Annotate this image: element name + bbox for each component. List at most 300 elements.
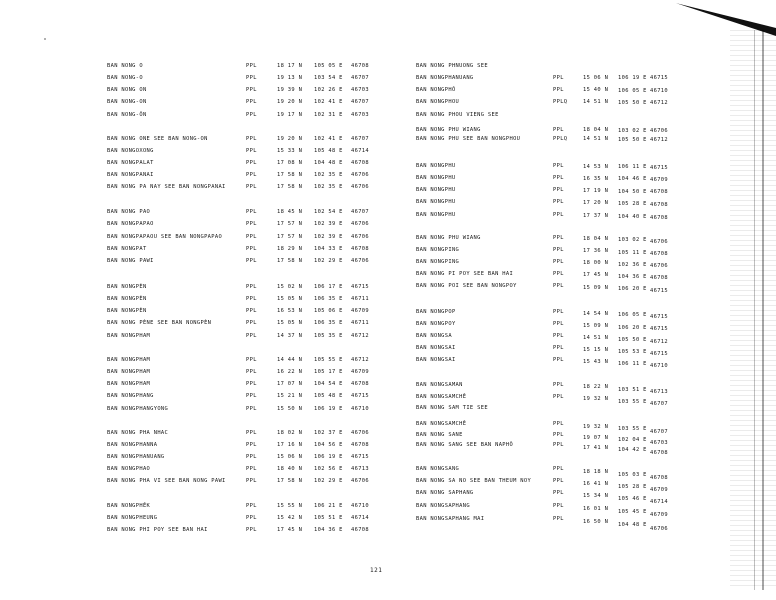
map-sheet-number: 46715 bbox=[650, 287, 668, 294]
latitude: 15 06 N bbox=[277, 454, 303, 460]
place-name: BAN NONGPHU bbox=[416, 212, 456, 218]
feature-code: PPL bbox=[553, 309, 564, 315]
latitude: 18 02 N bbox=[277, 430, 303, 436]
latitude: 17 45 N bbox=[583, 272, 609, 279]
map-sheet-number: 46706 bbox=[650, 128, 668, 135]
feature-code: PPL bbox=[246, 454, 257, 460]
map-sheet-number: 46706 bbox=[650, 525, 668, 532]
feature-code: PPLQ bbox=[553, 136, 568, 142]
place-name: BAN NONG PHA NHAC bbox=[107, 430, 169, 436]
place-name: BAN NONGPHAM bbox=[107, 369, 151, 375]
longitude: 103 55 E bbox=[618, 398, 647, 405]
latitude: 15 43 N bbox=[583, 359, 609, 366]
longitude: 104 48 E bbox=[314, 160, 343, 166]
feature-code: PPL bbox=[246, 503, 257, 509]
latitude: 18 00 N bbox=[583, 260, 609, 267]
longitude: 106 19 E bbox=[314, 406, 343, 412]
feature-code: PPL bbox=[553, 175, 564, 181]
place-name: BAN NONGPHÊK bbox=[107, 503, 151, 509]
feature-code: PPL bbox=[246, 333, 257, 339]
longitude: 106 19 E bbox=[314, 454, 343, 460]
latitude: 16 53 N bbox=[277, 308, 303, 314]
latitude: 15 15 N bbox=[583, 346, 609, 353]
scan-speck bbox=[44, 38, 46, 40]
latitude: 17 58 N bbox=[277, 258, 303, 264]
map-sheet-number: 46708 bbox=[351, 246, 369, 252]
longitude: 106 20 E bbox=[618, 286, 647, 293]
place-name: BAN NONG ON bbox=[107, 87, 147, 93]
place-name: BAN NONG PHU WIANG bbox=[416, 235, 481, 241]
map-sheet-number: 46706 bbox=[351, 478, 369, 484]
latitude: 17 41 N bbox=[583, 444, 609, 451]
map-sheet-number: 46715 bbox=[650, 164, 668, 171]
place-name: BAN NONG POI SEE BAN NONGPOY bbox=[416, 283, 517, 289]
map-sheet-number: 46715 bbox=[351, 393, 369, 399]
latitude: 18 45 N bbox=[277, 209, 303, 215]
map-sheet-number: 46711 bbox=[351, 320, 369, 326]
scan-edge-noise bbox=[730, 30, 776, 590]
place-name: BAN NONGPHANNA bbox=[107, 442, 158, 448]
map-sheet-number: 46709 bbox=[650, 177, 668, 184]
latitude: 15 50 N bbox=[277, 406, 303, 412]
feature-code: PPL bbox=[553, 283, 564, 289]
longitude: 105 11 E bbox=[618, 249, 647, 256]
page-number: 121 bbox=[370, 567, 383, 574]
map-sheet-number: 46713 bbox=[650, 388, 668, 395]
map-sheet-number: 46710 bbox=[650, 363, 668, 370]
latitude: 17 20 N bbox=[583, 199, 609, 206]
map-sheet-number: 46707 bbox=[650, 401, 668, 408]
latitude: 15 05 N bbox=[277, 296, 303, 302]
map-sheet-number: 46714 bbox=[351, 148, 369, 154]
place-name: BAN NONGPÈN bbox=[107, 296, 147, 302]
latitude: 15 02 N bbox=[277, 284, 303, 290]
longitude: 105 55 E bbox=[314, 357, 343, 363]
place-name: BAN NONGPOY bbox=[416, 321, 456, 327]
map-sheet-number: 46715 bbox=[650, 326, 668, 333]
map-sheet-number: 46708 bbox=[351, 63, 369, 69]
longitude: 104 48 E bbox=[618, 522, 647, 529]
feature-code: PPL bbox=[553, 516, 564, 522]
map-sheet-number: 46708 bbox=[650, 214, 668, 221]
latitude: 14 37 N bbox=[277, 333, 303, 339]
longitude: 105 17 E bbox=[314, 369, 343, 375]
feature-code: PPL bbox=[246, 75, 257, 81]
latitude: 15 05 N bbox=[277, 320, 303, 326]
place-name: BAN NONG PAO bbox=[107, 209, 151, 215]
map-sheet-number: 46709 bbox=[650, 486, 668, 493]
longitude: 104 33 E bbox=[314, 246, 343, 252]
latitude: 14 51 N bbox=[583, 99, 609, 106]
place-name: BAN NONG PAWI bbox=[107, 258, 154, 264]
longitude: 105 45 E bbox=[618, 509, 647, 516]
feature-code: PPL bbox=[553, 321, 564, 327]
place-name: BAN NONGSA bbox=[416, 333, 452, 339]
latitude: 14 51 N bbox=[583, 136, 609, 143]
map-sheet-number: 46715 bbox=[351, 454, 369, 460]
place-name: BAN NONG SANG SEE BAN NAPHÔ bbox=[416, 442, 514, 448]
feature-code: PPL bbox=[553, 259, 564, 265]
place-name: BAN NONG-O bbox=[107, 75, 143, 81]
map-sheet-number: 46708 bbox=[650, 250, 668, 257]
place-name: BAN NONGPALAT bbox=[107, 160, 154, 166]
map-sheet-number: 46710 bbox=[351, 406, 369, 412]
map-sheet-number: 46712 bbox=[351, 357, 369, 363]
longitude: 106 19 E bbox=[618, 75, 647, 82]
place-name: BAN NONGSAMAN bbox=[416, 382, 463, 388]
longitude: 104 36 E bbox=[618, 273, 647, 280]
feature-code: PPL bbox=[246, 258, 257, 264]
latitude: 17 57 N bbox=[277, 234, 303, 240]
latitude: 15 34 N bbox=[583, 493, 609, 500]
place-name: BAN NONG SANE bbox=[416, 432, 463, 438]
map-sheet-number: 46708 bbox=[351, 527, 369, 533]
longitude: 106 35 E bbox=[314, 296, 343, 302]
feature-code: PPL bbox=[553, 187, 564, 193]
map-sheet-number: 46706 bbox=[351, 221, 369, 227]
map-sheet-number: 46707 bbox=[351, 99, 369, 105]
feature-code: PPL bbox=[553, 466, 564, 472]
longitude: 102 29 E bbox=[314, 478, 343, 484]
map-sheet-number: 46706 bbox=[351, 184, 369, 190]
longitude: 104 56 E bbox=[314, 442, 343, 448]
map-sheet-number: 46715 bbox=[650, 75, 668, 82]
longitude: 105 03 E bbox=[618, 471, 647, 478]
longitude: 102 39 E bbox=[314, 221, 343, 227]
latitude: 17 58 N bbox=[277, 172, 303, 178]
place-name: BAN NONG PÈNE SEE BAN NONGPÈN bbox=[107, 320, 212, 326]
feature-code: PPL bbox=[246, 381, 257, 387]
feature-code: PPL bbox=[553, 478, 564, 484]
longitude: 102 41 E bbox=[314, 136, 343, 142]
longitude: 105 51 E bbox=[314, 515, 343, 521]
feature-code: PPL bbox=[246, 515, 257, 521]
feature-code: PPL bbox=[246, 112, 257, 118]
latitude: 16 01 N bbox=[583, 506, 609, 513]
place-name: BAN NONGOXONG bbox=[107, 148, 154, 154]
feature-code: PPL bbox=[553, 199, 564, 205]
map-sheet-number: 46708 bbox=[351, 442, 369, 448]
latitude: 15 42 N bbox=[277, 515, 303, 521]
feature-code: PPL bbox=[246, 406, 257, 412]
place-name: BAN NONG SAM TIE SEE bbox=[416, 405, 488, 411]
latitude: 17 37 N bbox=[583, 212, 609, 219]
map-sheet-number: 46706 bbox=[650, 263, 668, 270]
place-name: BAN NONGPHAM bbox=[107, 357, 151, 363]
feature-code: PPL bbox=[553, 212, 564, 218]
longitude: 106 11 E bbox=[618, 361, 647, 368]
longitude: 105 50 E bbox=[618, 99, 647, 106]
place-name: BAN NONGSAMCHÊ bbox=[416, 394, 467, 400]
feature-code: PPL bbox=[246, 63, 257, 69]
place-name: BAN NONGSANG bbox=[416, 466, 460, 472]
feature-code: PPL bbox=[246, 284, 257, 290]
place-name: BAN NONGPHU bbox=[416, 175, 456, 181]
longitude: 105 35 E bbox=[314, 333, 343, 339]
map-sheet-number: 46703 bbox=[351, 112, 369, 118]
longitude: 105 48 E bbox=[314, 393, 343, 399]
latitude: 18 04 N bbox=[583, 236, 609, 243]
place-name: BAN NONG SAPHANG bbox=[416, 490, 474, 496]
place-name: BAN NONGPING bbox=[416, 259, 460, 265]
place-name: BAN NONGPANAI bbox=[107, 172, 154, 178]
place-name: BAN NONGPAT bbox=[107, 246, 147, 252]
map-sheet-number: 46709 bbox=[650, 512, 668, 519]
latitude: 15 21 N bbox=[277, 393, 303, 399]
feature-code: PPL bbox=[553, 421, 564, 427]
latitude: 17 45 N bbox=[277, 527, 303, 533]
map-sheet-number: 46708 bbox=[650, 474, 668, 481]
place-name: BAN NONGPHAM bbox=[107, 381, 151, 387]
longitude: 102 36 E bbox=[618, 261, 647, 268]
place-name: BAN NONGPOP bbox=[416, 309, 456, 315]
longitude: 104 54 E bbox=[314, 381, 343, 387]
longitude: 106 17 E bbox=[314, 284, 343, 290]
map-sheet-number: 46706 bbox=[351, 430, 369, 436]
feature-code: PPL bbox=[246, 430, 257, 436]
map-sheet-number: 46708 bbox=[650, 189, 668, 196]
map-sheet-number: 46703 bbox=[650, 439, 668, 446]
longitude: 102 35 E bbox=[314, 184, 343, 190]
longitude: 106 21 E bbox=[314, 503, 343, 509]
latitude: 14 44 N bbox=[277, 357, 303, 363]
latitude: 16 50 N bbox=[583, 519, 609, 526]
map-sheet-number: 46708 bbox=[351, 160, 369, 166]
feature-code: PPL bbox=[246, 172, 257, 178]
place-name: BAN NONG O bbox=[107, 63, 143, 69]
latitude: 14 54 N bbox=[583, 310, 609, 317]
map-sheet-number: 46708 bbox=[351, 381, 369, 387]
feature-code: PPL bbox=[553, 394, 564, 400]
latitude: 19 20 N bbox=[277, 99, 303, 105]
map-sheet-number: 46710 bbox=[351, 503, 369, 509]
place-name: BAN NONGSAI bbox=[416, 345, 456, 351]
longitude: 103 55 E bbox=[618, 426, 647, 433]
latitude: 19 07 N bbox=[583, 434, 609, 441]
feature-code: PPL bbox=[246, 246, 257, 252]
longitude: 102 04 E bbox=[618, 437, 647, 444]
latitude: 14 51 N bbox=[583, 334, 609, 341]
longitude: 103 51 E bbox=[618, 386, 647, 393]
place-name: BAN NONGSAPHANG MAI bbox=[416, 516, 485, 522]
place-name: BAN NONG PHI POY SEE BAN HAI bbox=[107, 527, 208, 533]
latitude: 19 39 N bbox=[277, 87, 303, 93]
feature-code: PPL bbox=[553, 432, 564, 438]
place-name: BAN NONG SA NO SEE BAN THEUM NOY bbox=[416, 478, 532, 484]
latitude: 15 33 N bbox=[277, 148, 303, 154]
longitude: 103 02 E bbox=[618, 237, 647, 244]
longitude: 103 54 E bbox=[314, 75, 343, 81]
feature-code: PPL bbox=[246, 296, 257, 302]
place-name: BAN NONGPHEUNG bbox=[107, 515, 158, 521]
latitude: 17 57 N bbox=[277, 221, 303, 227]
map-sheet-number: 46706 bbox=[351, 258, 369, 264]
feature-code: PPL bbox=[553, 127, 564, 133]
place-name: BAN NONGSAMCHÊ bbox=[416, 421, 467, 427]
feature-code: PPL bbox=[246, 184, 257, 190]
map-sheet-number: 46712 bbox=[351, 333, 369, 339]
longitude: 105 53 E bbox=[618, 348, 647, 355]
latitude: 17 08 N bbox=[277, 160, 303, 166]
place-name: BAN NONG PHNUONG SEE bbox=[416, 63, 488, 69]
place-name: BAN NONG PHU WIANG bbox=[416, 127, 481, 133]
map-sheet-number: 46712 bbox=[650, 100, 668, 107]
map-sheet-number: 46707 bbox=[351, 136, 369, 142]
map-sheet-number: 46708 bbox=[650, 201, 668, 208]
map-sheet-number: 46703 bbox=[351, 87, 369, 93]
longitude: 102 41 E bbox=[314, 99, 343, 105]
feature-code: PPL bbox=[553, 87, 564, 93]
feature-code: PPL bbox=[246, 221, 257, 227]
latitude: 17 36 N bbox=[583, 248, 609, 255]
feature-code: PPL bbox=[553, 247, 564, 253]
place-name: BAN NONGPHANGYONG bbox=[107, 406, 169, 412]
place-name: BAN NONGPHANG bbox=[107, 393, 154, 399]
feature-code: PPL bbox=[246, 160, 257, 166]
place-name: BAN NONGSAI bbox=[416, 357, 456, 363]
feature-code: PPL bbox=[553, 503, 564, 509]
latitude: 18 40 N bbox=[277, 466, 303, 472]
feature-code: PPL bbox=[246, 393, 257, 399]
place-name: BAN NONGPHANUANG bbox=[416, 75, 474, 81]
place-name: BAN NONG PHU SEE BAN NONGPHOU bbox=[416, 136, 521, 142]
feature-code: PPL bbox=[246, 466, 257, 472]
latitude: 15 06 N bbox=[583, 75, 609, 82]
longitude: 104 50 E bbox=[618, 188, 647, 195]
feature-code: PPLQ bbox=[553, 99, 568, 105]
place-name: BAN NONGPAPAO bbox=[107, 221, 154, 227]
feature-code: PPL bbox=[246, 99, 257, 105]
latitude: 16 35 N bbox=[583, 175, 609, 182]
longitude: 106 05 E bbox=[618, 87, 647, 94]
longitude: 104 42 E bbox=[618, 447, 647, 454]
latitude: 16 22 N bbox=[277, 369, 303, 375]
longitude: 105 06 E bbox=[314, 308, 343, 314]
latitude: 15 09 N bbox=[583, 284, 609, 291]
feature-code: PPL bbox=[553, 163, 564, 169]
longitude: 106 20 E bbox=[618, 324, 647, 331]
latitude: 17 07 N bbox=[277, 381, 303, 387]
feature-code: PPL bbox=[553, 345, 564, 351]
longitude: 102 29 E bbox=[314, 258, 343, 264]
feature-code: PPL bbox=[553, 271, 564, 277]
place-name: BAN NONGPHAM bbox=[107, 333, 151, 339]
map-sheet-number: 46712 bbox=[650, 137, 668, 144]
place-name: BAN NONG PHA VI SEE BAN NONG PAWI bbox=[107, 478, 226, 484]
place-name: BAN NONG ONE SEE BAN NONG-ON bbox=[107, 136, 208, 142]
feature-code: PPL bbox=[246, 148, 257, 154]
longitude: 105 05 E bbox=[314, 63, 343, 69]
feature-code: PPL bbox=[553, 235, 564, 241]
latitude: 19 13 N bbox=[277, 75, 303, 81]
map-sheet-number: 46709 bbox=[351, 308, 369, 314]
place-name: BAN NONGPHU bbox=[416, 199, 456, 205]
longitude: 105 28 E bbox=[618, 483, 647, 490]
map-sheet-number: 46708 bbox=[650, 450, 668, 457]
longitude: 102 54 E bbox=[314, 209, 343, 215]
place-name: BAN NONGPÈN bbox=[107, 308, 147, 314]
place-name: BAN NONGSAPHANG bbox=[416, 503, 470, 509]
latitude: 19 32 N bbox=[583, 396, 609, 403]
map-sheet-number: 46707 bbox=[650, 428, 668, 435]
latitude: 17 58 N bbox=[277, 184, 303, 190]
map-sheet-number: 46715 bbox=[650, 314, 668, 321]
map-sheet-number: 46711 bbox=[351, 296, 369, 302]
longitude: 105 50 E bbox=[618, 336, 647, 343]
feature-code: PPL bbox=[246, 369, 257, 375]
latitude: 14 53 N bbox=[583, 163, 609, 170]
feature-code: PPL bbox=[246, 527, 257, 533]
latitude: 18 18 N bbox=[583, 468, 609, 475]
place-name: BAN NONGPHOU bbox=[416, 99, 460, 105]
latitude: 18 22 N bbox=[583, 384, 609, 391]
latitude: 15 09 N bbox=[583, 322, 609, 329]
map-sheet-number: 46706 bbox=[351, 234, 369, 240]
latitude: 15 55 N bbox=[277, 503, 303, 509]
feature-code: PPL bbox=[553, 75, 564, 81]
feature-code: PPL bbox=[246, 442, 257, 448]
feature-code: PPL bbox=[246, 136, 257, 142]
map-sheet-number: 46707 bbox=[351, 75, 369, 81]
feature-code: PPL bbox=[246, 308, 257, 314]
place-name: BAN NONGPÈN bbox=[107, 284, 147, 290]
feature-code: PPL bbox=[553, 490, 564, 496]
longitude: 102 35 E bbox=[314, 172, 343, 178]
longitude: 106 05 E bbox=[618, 312, 647, 319]
place-name: BAN NONGPHU bbox=[416, 187, 456, 193]
longitude: 103 02 E bbox=[618, 127, 647, 134]
feature-code: PPL bbox=[553, 382, 564, 388]
place-name: BAN NONGPHÔ bbox=[416, 87, 456, 93]
longitude: 105 28 E bbox=[618, 200, 647, 207]
latitude: 18 29 N bbox=[277, 246, 303, 252]
feature-code: PPL bbox=[246, 87, 257, 93]
feature-code: PPL bbox=[553, 442, 564, 448]
feature-code: PPL bbox=[553, 357, 564, 363]
feature-code: PPL bbox=[246, 209, 257, 215]
longitude: 102 39 E bbox=[314, 234, 343, 240]
feature-code: PPL bbox=[246, 234, 257, 240]
map-sheet-number: 46709 bbox=[351, 369, 369, 375]
place-name: BAN NONG PHOU VIENG SEE bbox=[416, 112, 499, 118]
map-sheet-number: 46714 bbox=[650, 499, 668, 506]
map-sheet-number: 46706 bbox=[351, 172, 369, 178]
place-name: BAN NONGPAPAOU SEE BAN NONGPAPAO bbox=[107, 234, 223, 240]
map-sheet-number: 46715 bbox=[351, 284, 369, 290]
map-sheet-number: 46707 bbox=[351, 209, 369, 215]
map-sheet-number: 46710 bbox=[650, 87, 668, 94]
longitude: 105 48 E bbox=[314, 148, 343, 154]
map-sheet-number: 46706 bbox=[650, 238, 668, 245]
place-name: BAN NONGPHAO bbox=[107, 466, 151, 472]
place-name: BAN NONGPING bbox=[416, 247, 460, 253]
longitude: 102 31 E bbox=[314, 112, 343, 118]
longitude: 106 11 E bbox=[618, 164, 647, 171]
latitude: 17 19 N bbox=[583, 187, 609, 194]
latitude: 17 16 N bbox=[277, 442, 303, 448]
map-sheet-number: 46714 bbox=[351, 515, 369, 521]
latitude: 15 40 N bbox=[583, 87, 609, 94]
longitude: 104 36 E bbox=[314, 527, 343, 533]
feature-code: PPL bbox=[246, 357, 257, 363]
longitude: 104 46 E bbox=[618, 176, 647, 183]
place-name: BAN NONG PA NAY SEE BAN NONGPANAI bbox=[107, 184, 226, 190]
place-name: BAN NONG PI POY SEE BAN HAI bbox=[416, 271, 514, 277]
feature-code: PPL bbox=[246, 320, 257, 326]
map-sheet-number: 46713 bbox=[351, 466, 369, 472]
latitude: 19 32 N bbox=[583, 423, 609, 430]
longitude: 105 50 E bbox=[618, 136, 647, 143]
